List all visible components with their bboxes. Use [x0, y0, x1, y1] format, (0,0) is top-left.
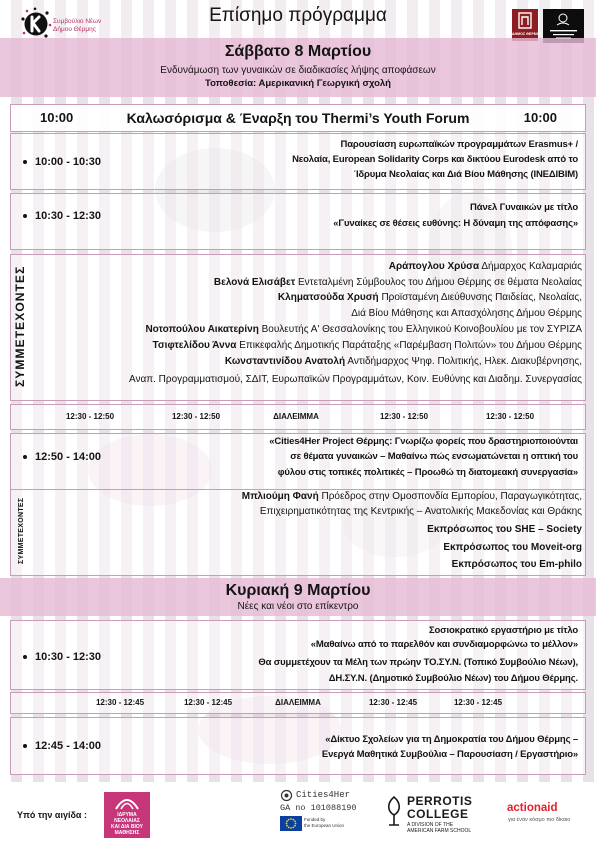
participant-line	[152, 340, 582, 352]
participant-name: Τσιφτελίδου Άννα	[152, 340, 237, 351]
participant-line	[214, 277, 582, 289]
participant-name: Κληματσούδα Χρυσή	[277, 292, 379, 303]
participant-name: Μπλιούμη Φανή	[241, 491, 319, 502]
break-time: 12:30 - 12:45	[183, 698, 233, 707]
day1-session2-line: Πάνελ Γυναικών με τίτλο	[470, 202, 578, 213]
municipality-logo-text: ΔΗΜΟΣ ΘΕΡΜΗΣ	[512, 32, 542, 36]
council-logo-line1: Συμβούλιο Νέων	[53, 18, 102, 25]
break-time: 12:30 - 12:50	[485, 412, 535, 421]
youth-foundation-logo	[104, 792, 150, 838]
break-time: 12:30 - 12:45	[453, 698, 503, 707]
participant-name: Αράπογλου Χρύσα	[388, 261, 480, 272]
participant-line	[242, 491, 582, 503]
day2-session1-line: Θα συμμετέχουν τα Μέλη των πρώην ΤΟ.ΣΥ.Ν. (Τοπικό Συμβούλιο Νέων),	[258, 657, 578, 668]
perrotis-line3: A DIVISION OF THE	[407, 822, 454, 828]
participant-role: Βουλευτής Α' Θεσσαλονίκης του Ελληνικού Κοινοβουλίου με τον ΣΥΡΙΖΑ	[261, 324, 582, 335]
participant-role: Επικεφαλής Δημοτικής Παράταξης «Παρέμβαση Πολιτών» του Δήμου Θέρμης	[239, 340, 582, 351]
participant-name: Κωνσταντινίδου Ανατολή	[224, 356, 346, 367]
municipality-logo-icon	[518, 12, 532, 29]
auspices-label: Υπό την αιγίδα :	[17, 810, 87, 820]
day2-session2-line: «Δίκτυο Σχολείων για τη Δημοκρατία του Δήμου Θέρμης –	[325, 734, 578, 745]
day1-session3-line: «Cities4Her Project Θέρμης: Γνωρίζω φορείς που δραστηριοποιούνται	[269, 436, 578, 447]
day2-session2-line: Ενεργά Μαθητικά Συμβούλια – Παρουσίαση / Εργαστήριο»	[321, 749, 578, 760]
day2-session1-line: ΔΗ.ΣΥ.Ν. (Δημοτικό Συμβούλιο Νέων) του Δήμου Θέρμης.	[328, 673, 578, 684]
participant-line	[145, 324, 582, 336]
break-label: ΔΙΑΛΕΙΜΜΑ	[275, 698, 321, 707]
eu-funded-line2: the European Union	[304, 823, 345, 828]
participant-role: Αντιδήμαρχος Ψηφ. Πολιτικής, Ηλεκ. Διακυβέρνησης,	[347, 356, 582, 367]
break-label: ΔΙΑΛΕΙΜΜΑ	[273, 412, 319, 421]
day2-session1-line: «Μαθαίνω από το παρελθόν και συνδιαμορφώνω το μέλλον»	[310, 639, 578, 650]
participant-line	[278, 292, 582, 304]
youth-foundation-logo-icon	[114, 795, 140, 811]
day1-session1-line: Νεολαία, European Solidarity Corps και δικτύου Eurodesk από το	[292, 154, 578, 165]
day1-session3-time: 12:50 - 14:00	[35, 451, 102, 463]
participant-line	[389, 261, 582, 273]
bullet-icon	[23, 160, 27, 164]
perrotis-line1: PERROTIS	[407, 794, 473, 808]
day1-session2-time: 10:30 - 12:30	[35, 210, 102, 222]
foundation-logo-line: ΜΑΘΗΣΗΣ	[114, 830, 140, 836]
actionaid-tagline: για έναν κόσμο πιο δίκαιο	[508, 817, 571, 823]
participant-role: Δήμαρχος Καλαμαριάς	[481, 261, 582, 272]
cities4her-name: Cities4Her	[296, 790, 351, 800]
session3-participants-label: ΣΥΜΜΕΤΕΧΟΝΤΕΣ	[18, 497, 25, 565]
day1-theme: Ενδυνάμωση των γυναικών σε διαδικασίες λήψης αποφάσεων	[160, 65, 436, 76]
break-time: 12:30 - 12:45	[95, 698, 145, 707]
participant-line	[225, 356, 582, 368]
day1-session3-line: σε θέματα γυναικών – Μαθαίνω πώς ενσωματώνεται η οπτική του	[290, 451, 578, 462]
opening-time-right: 10:00	[523, 110, 557, 125]
perrotis-line4: AMERICAN FARM SCHOOL	[407, 828, 472, 834]
opening-time-left: 10:00	[40, 110, 74, 125]
day1-session3-line: φύλου στις τοπικές πολιτικές – Προωθώ τη διατομεακή συνεργασία»	[277, 467, 578, 478]
participant-role: Προϊσταμένη Διεύθυνσης Παιδείας, Νεολαίας,	[381, 292, 582, 303]
eu-flag-icon	[280, 816, 302, 831]
perrotis-logo-icon	[384, 795, 404, 827]
foundation-logo-line: ΙΔΡΥΜΑ	[117, 812, 137, 818]
foundation-logo-line: ΚΑΙ ΔΙΑ ΒΙΟΥ	[111, 824, 143, 830]
bullet-icon	[23, 655, 27, 659]
participant-organisation: Εκπρόσωπος του SHE – Society	[427, 524, 582, 535]
participant-role-continued: Διά Βίου Μάθησης και Απασχόλησης Δήμου Θέρμης	[351, 308, 582, 319]
break-time: 12:30 - 12:50	[65, 412, 115, 421]
day1-session1-line: Ίδρυμα Νεολαίας και Διά Βίου Μάθησης (ΙΝΕΔΙΒΙΜ)	[354, 169, 578, 180]
participant-role-continued: Αναπ. Προγραμματισμού, ΣΔΙΤ, Ευρωπαϊκών Προγραμμάτων, Κοιν. Ευθύνης και Διαδημ. Συνεργασίας	[128, 374, 582, 385]
break-time: 12:30 - 12:50	[379, 412, 429, 421]
bullet-icon	[23, 214, 27, 218]
bullet-icon	[23, 455, 27, 459]
day2-session2-time: 12:45 - 14:00	[35, 740, 102, 752]
day1-date: Σάββατο 8 Μαρτίου	[224, 43, 372, 60]
participant-organisation: Εκπρόσωπος του Em-philo	[451, 559, 582, 570]
participant-organisation: Εκπρόσωπος του Moveit-org	[443, 542, 582, 553]
council-logo-line2: Δήμου Θέρμης	[53, 26, 96, 33]
break-time: 12:30 - 12:50	[171, 412, 221, 421]
break-time: 12:30 - 12:45	[368, 698, 418, 707]
cities4her-logo-icon	[280, 789, 293, 802]
day2-session1-line: Σοσιοκρατικό εργαστήριο με τίτλο	[428, 625, 578, 636]
opening-title: Καλωσόρισμα & Έναρξη του Thermi’s Youth Forum	[126, 110, 470, 126]
day1-session1-time: 10:00 - 10:30	[35, 156, 102, 168]
municipality-logo	[512, 9, 542, 41]
bullet-icon	[23, 744, 27, 748]
participant-name: Βελονά Ελισάβετ	[213, 277, 296, 288]
day2-theme: Νέες και νέοι στο επίκεντρο	[237, 601, 359, 612]
foundation-logo-line: ΝΕΟΛΑΙΑΣ	[114, 818, 140, 824]
day2-session1-time: 10:30 - 12:30	[35, 651, 102, 663]
eu-funded-line1: Funded by	[304, 817, 326, 822]
day1-session2-line: «Γυναίκες σε θέσεις ευθύνης: Η δύναμη της απόφασης»	[333, 218, 578, 229]
participant-role: Πρόεδρος στην Ομοσπονδία Εμπορίου, Παραγωγικότητας,	[321, 491, 582, 502]
day2-date: Κυριακή 9 Μαρτίου	[225, 582, 371, 599]
participant-name: Νοτοπούλου Αικατερίνη	[145, 324, 259, 335]
day1-location: Τοποθεσία: Αμερικανική Γεωργική σχολή	[204, 78, 391, 89]
panel-participants-label: ΣΥΜΜΕΤΕΧΟΝΤΕΣ	[13, 265, 27, 387]
page-title: Επίσημο πρόγραμμα	[209, 5, 387, 26]
participant-role: Εντεταλμένη Σύμβουλος του Δήμου Θέρμης σε θέματα Νεολαίας	[298, 277, 582, 288]
day1-session1-line: Παρουσίαση ευρωπαϊκών προγραμμάτων Erasmus+ /	[340, 139, 578, 150]
participant-role-continued: Επιχειρηματικότητας της Κεντρικής – Ανατολικής Μακεδονίας και Θράκης	[259, 506, 582, 517]
actionaid-name: actionaid	[507, 802, 558, 814]
cities4her-grant: GA no 101088190	[280, 803, 357, 813]
perrotis-line2: COLLEGE	[407, 807, 469, 821]
